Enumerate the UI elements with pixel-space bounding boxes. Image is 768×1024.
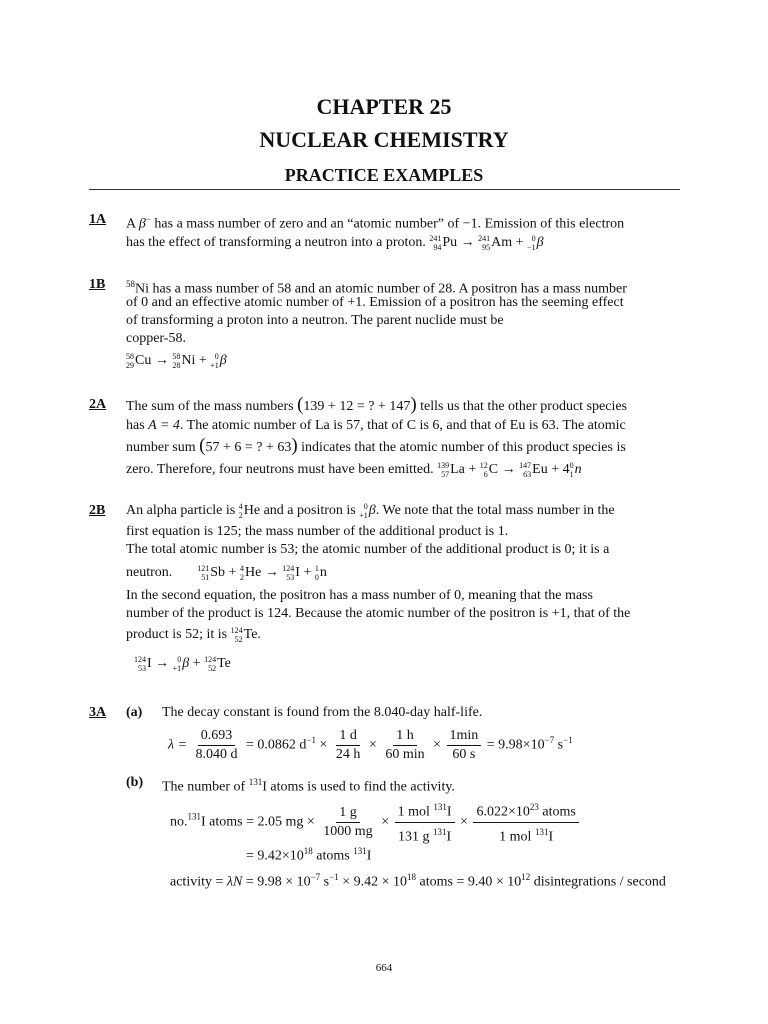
text: activity = xyxy=(170,874,224,890)
atom-count-result xyxy=(246,846,371,865)
problem-2b-line-2: first equation is 125; the mass number of the additional product is 1. xyxy=(126,524,509,539)
text: product is 52; it is xyxy=(126,627,228,642)
nuclide-la-139: 139 57 La xyxy=(437,460,465,479)
text: = 9.98×10 xyxy=(486,737,545,753)
text: indicates that the atomic number of this product species is xyxy=(301,440,626,455)
equation-1b xyxy=(126,352,227,370)
text: = 0.0862 d xyxy=(246,737,307,753)
nuclide-am-241: 241 95 Am xyxy=(478,233,513,252)
problem-2b-line-1 xyxy=(126,501,615,520)
decay-constant-equation xyxy=(168,728,573,763)
problem-1a-line-1 xyxy=(126,210,624,234)
nuclide-cu-58: 58 29 Cu xyxy=(126,352,152,370)
unit: s xyxy=(323,874,330,890)
fraction: $\frac{1 g}{1000 mg}$ xyxy=(323,804,373,839)
problem-2b-line-7 xyxy=(126,625,261,644)
problem-2a-line-2 xyxy=(126,416,626,435)
nuclide-pu-241: 241 94 Pu xyxy=(429,233,458,252)
exponent: −1 xyxy=(306,735,316,746)
problem-1b-line-4: copper-58. xyxy=(126,331,186,346)
chapter-heading: CHAPTER 25 xyxy=(316,94,452,119)
text: I xyxy=(366,848,372,864)
part-b-tag: (b) xyxy=(126,775,144,790)
exponent: −1 xyxy=(329,872,339,882)
text: tells us that the other product species xyxy=(420,399,627,414)
equation-2b xyxy=(134,655,231,673)
text: atoms xyxy=(316,848,350,864)
text: has the effect of transforming a neutron into a proton. xyxy=(126,235,426,250)
element-symbol: Ni xyxy=(135,281,149,297)
problem-2b-line-4 xyxy=(126,563,327,582)
nuclide-i-124: 124 53 I xyxy=(134,655,152,673)
text: zero. Therefore, four neutrons must have been emitted. xyxy=(126,462,434,477)
header-rule xyxy=(89,189,680,190)
text: no. xyxy=(170,814,188,830)
problem-label-3a: 3A xyxy=(89,705,107,720)
neutron: 0 1 n xyxy=(569,460,582,479)
section-title: PRACTICE EXAMPLES xyxy=(284,165,484,185)
activity-equation xyxy=(170,872,666,891)
plus-sign: + xyxy=(468,462,477,477)
problem-1b-line-2: of 0 and an effective atomic number of +1. Emission of a positron has the seeming effect xyxy=(126,295,624,310)
exponent: −1 xyxy=(563,735,573,746)
exponent: −7 xyxy=(544,735,555,746)
fraction: $\frac{1\min}{60 s}$ xyxy=(447,728,482,763)
page-number: 664 xyxy=(375,962,393,974)
part-a-text: The decay constant is found from the 8.040-day half-life. xyxy=(162,705,483,720)
fraction: $\frac{6.022\times 10^{23} atoms}{1 mol ^{131}I}$ xyxy=(473,799,578,845)
problem-2a-line-3: number sum (57 + 6 = ? + 63) indicates that the atomic number of this product species is xyxy=(126,435,626,456)
problem-label-2b: 2B xyxy=(89,503,106,518)
times-sign: × xyxy=(368,737,377,753)
mass-number: 58 xyxy=(126,279,135,289)
positron: 0 +1 β xyxy=(359,501,376,520)
text: . We note that the total mass number in the xyxy=(375,503,615,518)
lambda-symbol: λ = xyxy=(168,737,188,753)
text: The sum of the mass numbers xyxy=(126,399,294,414)
problem-label-2a: 2A xyxy=(89,397,107,412)
problem-2b-line-5: In the second equation, the positron has a mass number of 0, meaning that the mass xyxy=(126,588,593,603)
text: atoms = 9.40 × 10 xyxy=(419,874,522,890)
text: = 9.98 × 10 xyxy=(245,874,311,890)
text: has xyxy=(126,418,145,433)
beta-symbol: β xyxy=(138,216,146,232)
reaction-arrow: → xyxy=(460,235,475,250)
nuclide-i-124: 124 53 I xyxy=(282,563,300,582)
neutron: 1 0 n xyxy=(314,563,327,582)
problem-2b-line-3: The total atomic number is 53; the atomic number of the additional product is 0; it is a xyxy=(126,542,610,557)
exponent: 18 xyxy=(407,872,416,882)
problem-label-1a: 1A xyxy=(89,212,107,227)
part-a-tag: (a) xyxy=(126,705,143,720)
plus-sign: + xyxy=(192,656,201,672)
exponent: 12 xyxy=(521,872,531,882)
times-sign: × xyxy=(433,737,441,753)
beta-particle: 0 −1 β xyxy=(527,233,544,252)
fraction: $\frac{1 d}{24 h}$ xyxy=(335,728,361,762)
text: . xyxy=(257,627,261,642)
text: disintegrations / second xyxy=(533,874,666,890)
times-sign: × xyxy=(460,814,468,830)
plus-sign: + xyxy=(228,565,237,580)
fraction: $\frac{0.693}{8.040 d}$ xyxy=(195,728,238,762)
exponent: 18 xyxy=(303,846,313,856)
chapter-title: NUCLEAR CHEMISTRY xyxy=(259,127,509,152)
problem-2a-line-1: The sum of the mass numbers (139 + 12 = ? + 147) tells us that the other product species xyxy=(126,394,627,415)
problem-1a-line-2 xyxy=(126,233,544,252)
text: I atoms = 2.05 mg × xyxy=(201,814,315,830)
nuclide-te-124: 124 52 Te xyxy=(204,655,231,673)
nuclide-c-12: 12 6 C xyxy=(479,460,499,479)
text: A xyxy=(126,216,136,232)
part-b-text xyxy=(162,773,455,797)
isotope-number: 131 xyxy=(353,846,367,856)
reaction-arrow: → xyxy=(501,462,516,477)
plus-sign: + xyxy=(515,235,524,250)
problem-1b-line-3: of transforming a proton into a neutron. The parent nuclide must be xyxy=(126,313,504,328)
nuclide-te-124: 124 52 Te xyxy=(230,625,258,644)
reaction-arrow: → xyxy=(155,656,170,672)
text: The number of xyxy=(162,779,246,795)
times-sign: × xyxy=(381,814,390,830)
text: has a mass number of 58 and an atomic number of 28. A positron has a mass number xyxy=(152,281,627,297)
exponent: −7 xyxy=(310,872,321,882)
problem-label-1b: 1B xyxy=(89,277,106,292)
text: neutron. xyxy=(126,565,173,580)
mass-value: A = 4 xyxy=(148,418,180,433)
text: . The atomic number of La is 57, that of C is 6, and that of Eu is 63. The atomic xyxy=(179,418,626,433)
unit: s xyxy=(557,737,564,753)
nuclide-eu-147: 147 63 Eu xyxy=(519,460,548,479)
text: = 9.42×10 xyxy=(246,848,304,864)
plus-sign: + xyxy=(303,565,312,580)
reaction-arrow: → xyxy=(264,565,279,580)
atom-count-equation xyxy=(170,799,581,845)
times-sign: × xyxy=(319,737,328,753)
nuclide-sb-121: 121 51 Sb xyxy=(197,563,226,582)
isotope-number: 131 xyxy=(248,777,263,787)
text: × 9.42 × 10 xyxy=(342,874,407,890)
beta-charge: − xyxy=(145,214,151,224)
text: has a mass number of zero and an “atomic number” of −1. Emission of this electron xyxy=(154,216,625,232)
reaction-arrow: → xyxy=(154,353,169,369)
fraction: $\frac{1 h}{60 \min}$ xyxy=(385,728,425,762)
nuclide-he-4: 4 2 He xyxy=(238,501,261,520)
text: I atoms is used to find the activity. xyxy=(262,779,455,795)
positron: 0 +1 β xyxy=(210,352,227,370)
lambda-n: λN xyxy=(226,874,243,890)
isotope-number: 131 xyxy=(187,811,201,822)
problem-2a-line-4 xyxy=(126,460,582,479)
plus-sign: + 4 xyxy=(551,462,570,477)
text: and a positron is xyxy=(263,503,356,518)
atomic-sum-equation: 57 + 6 = ? + 63 xyxy=(205,440,292,455)
text: An alpha particle is xyxy=(126,503,236,518)
nuclide-he-4: 4 2 He xyxy=(239,563,262,582)
fraction: $\frac{1 mol ^{131}I}{131 g ^{131}I}$ xyxy=(395,799,455,845)
problem-2b-line-6: number of the product is 124. Because the atomic number of the positron is +1, that of the xyxy=(126,606,631,621)
mass-sum-equation: 139 + 12 = ? + 147 xyxy=(303,399,411,414)
plus-sign: + xyxy=(198,353,207,369)
positron: 0 +1 β xyxy=(172,655,190,673)
text: number sum xyxy=(126,440,196,455)
nuclide-ni-58: 58 28 Ni xyxy=(172,352,196,370)
